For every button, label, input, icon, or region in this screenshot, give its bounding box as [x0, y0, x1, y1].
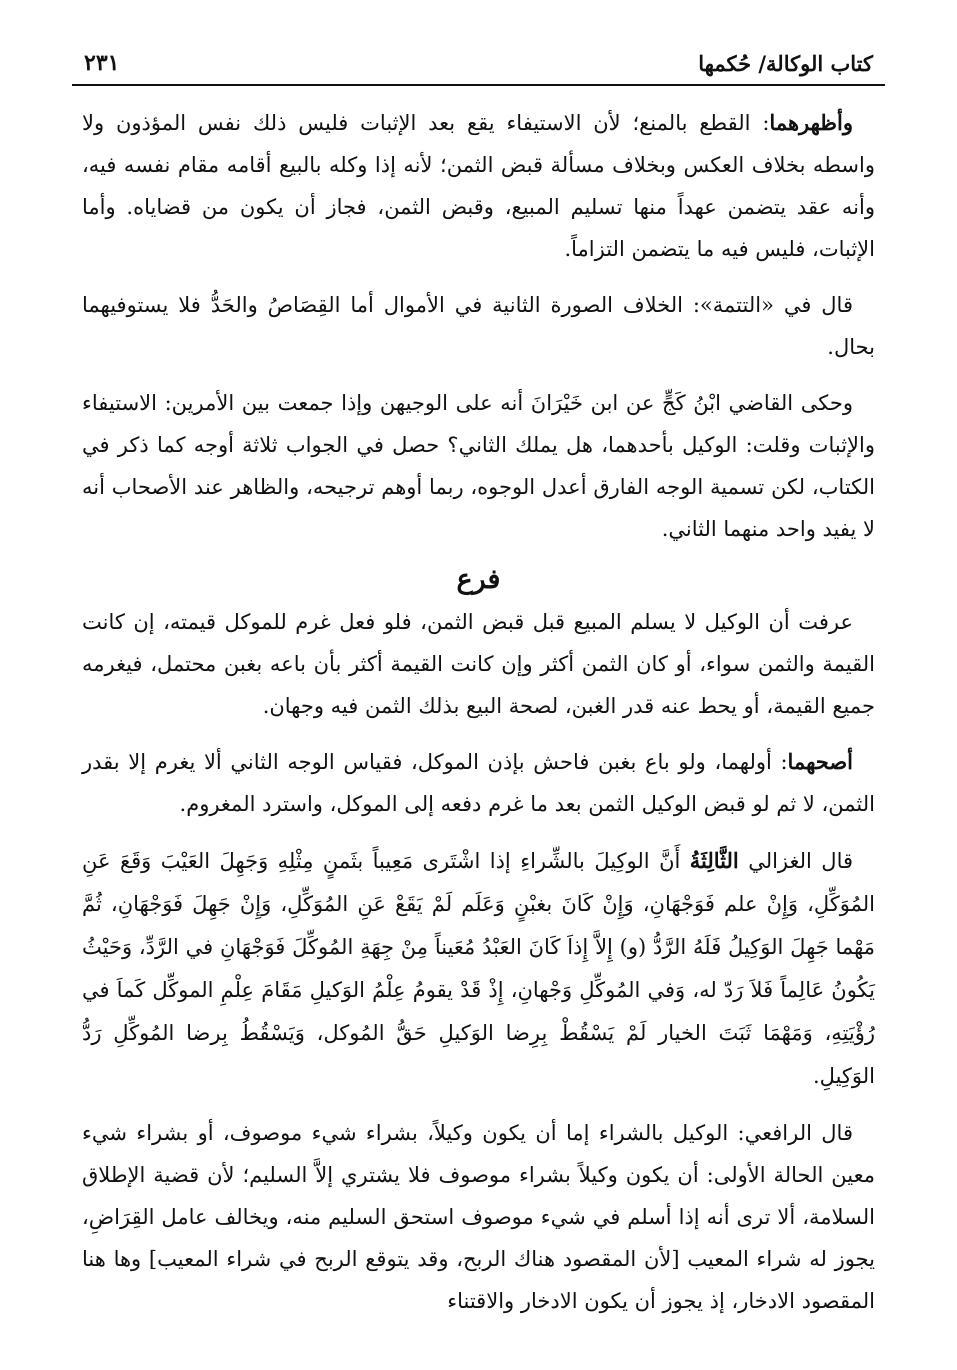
- bold-term-asahhuhuma: أصحهما: [787, 749, 853, 774]
- section-heading-far: فرع: [456, 564, 501, 595]
- page-number: ٢٣١: [84, 50, 120, 76]
- running-header: [72, 50, 885, 86]
- paragraph-4: [82, 601, 875, 727]
- paragraph-3-text: وحكى القاضي ابْنُ كَجٍّ عن ابن خَيْرَانَ أنه على الوجيهن وإذا جمعت بين الأمرين: الاستيفاء والإثبات وقلت: الوكيل بأحدهما، هل يملك الثاني؟ حصل في الجواب ثلاثة أوجه كما ذكر في الكتاب، لكن تسمية الوجه الفارق أعدل الوجوه، ربما أوهم ترجيحه، والظاهر عند الأصحاب أنه لا يفيد واحد منهما الثاني.: [82, 391, 875, 541]
- paragraph-ghazali-quote: [82, 839, 875, 1098]
- paragraph-2: [82, 284, 875, 368]
- ghazali-prefix: قال الغزالي: [738, 849, 854, 873]
- bold-term-thalitha: الثَّالِثَةُ: [689, 848, 739, 873]
- chapter-title: كتاب الوكالة/ حُكمها: [698, 51, 873, 76]
- bold-term-adhharuhuma: وأظهرهما: [769, 110, 853, 135]
- paragraph-2-text: قال في «التتمة»: الخلاف الصورة الثانية في الأموال أما القِصَاصُ والحَدُّ فلا يستوفيهما بحال.: [82, 293, 875, 359]
- page-body: [72, 102, 885, 1322]
- paragraph-1: [82, 102, 875, 270]
- paragraph-1-text: : القطع بالمنع؛ لأن الاستيفاء يقع بعد الإثبات فليس ذلك نفس المؤذون ولا واسطه بخلاف العكس وبخلاف مسألة قبض الثمن؛ لأنه إذا وكله بالبيع أقامه مقام نفسه فيه، وأنه عقد يتضمن عهداً منها تسليم المبيع، وقبض الثمن، فجاز أن يكون من قضاياه. وأما الإثبات، فليس فيه ما يتضمن التزاماً.: [82, 111, 875, 261]
- paragraph-rafii-commentary: [82, 1112, 875, 1322]
- rafii-commentary-text: قال الرافعي: الوكيل بالشراء إما أن يكون وكيلاً، بشراء شيء موصوف، أو بشراء شيء معين الحالة الأولى: أن يكون وكيلاً بشراء موصوف فلا يشتري إلاَّ السليم؛ لأن قضية الإطلاق السلامة، ألا ترى أنه إذا أسلم في شيء موصوف استحق السليم منه، ويخالف عامل القِرَاضِ، يجوز له شراء المعيب [لأن المقصود هناك الربح، وقد يتوقع الربح في شراء المعيب] وها هنا المقصود الادخار، إذ يجوز أن يكون الادخار والاقتناء: [82, 1121, 875, 1313]
- paragraph-3: [82, 382, 875, 550]
- paragraph-5-text: : أولهما، ولو باع بغبن فاحش بإذن الموكل، فقياس الوجه الثاني ألا يغرم إلا بقدر الثمن، لا ثم لو قبض الوكيل الثمن بعد ما غرم دفعه إلى الموكل، واسترد المغروم.: [82, 750, 875, 816]
- paragraph-5: [82, 741, 875, 825]
- paragraph-4-text: عرفت أن الوكيل لا يسلم المبيع قبل قبض الثمن، فلو فعل غرم للموكل قيمته، إن كانت القيمة والثمن سواء، أو كان الثمن أكثر وإن كانت القيمة أكثر بأن باعه بغبن محتمل، فيغرمه جميع القيمة، أو يحط عنه قدر الغبن، لصحة البيع بذلك الثمن فيه وجهان.: [82, 610, 875, 718]
- ghazali-quote-text: أَنَّ الوكِيلَ بالشِّراءِ إذا اشْتَرى مَعِيباً بثَمنٍ مِثْلِهِ وَجَهِلَ العَيْبَ وَقَعَ عَنِ المُوَكِّلِ، وَإِنْ علم فَوَجْهَانِ، وَإِنْ كَانَ بغبْنٍ وَعَلَم لَمْ يَقَعْ عَنِ المُوَكِّلِ، وَإِنْ جَهِلَ فَوَجْهَانِ، ثُمَّ مَهْما جَهِلَ الوَكِيلُ فَلَهُ الرَّدُّ (و) إِلاَّ إِذاَ كَانَ العَبْدُ مُعَيناً مِنْ جِهَةِ المُوكِّلَ فَوَجْهَانِ في الرَّدِّ، وَحَيْثُ يَكُونُ عَالِماً فَلاَ رَدّ له، وَفي المُوكِّلِ وَجْهانِ، إِذْ قَدْ يقومُ عِلْمُ الوَكيلِ مَقَامَ عِلْمِ الموكِّل كَماَ في رُؤْيَتِهِ، وَمَهْمَا ثَبَتَ الخيار لَمْ يَسْقُطْ بِرِضا الوَكيلِ حَقُّ المُوكل، وَيَسْقُطُ بِرضا المُوكِّلِ رَدُّ الوَكِيلِ.: [82, 849, 875, 1088]
